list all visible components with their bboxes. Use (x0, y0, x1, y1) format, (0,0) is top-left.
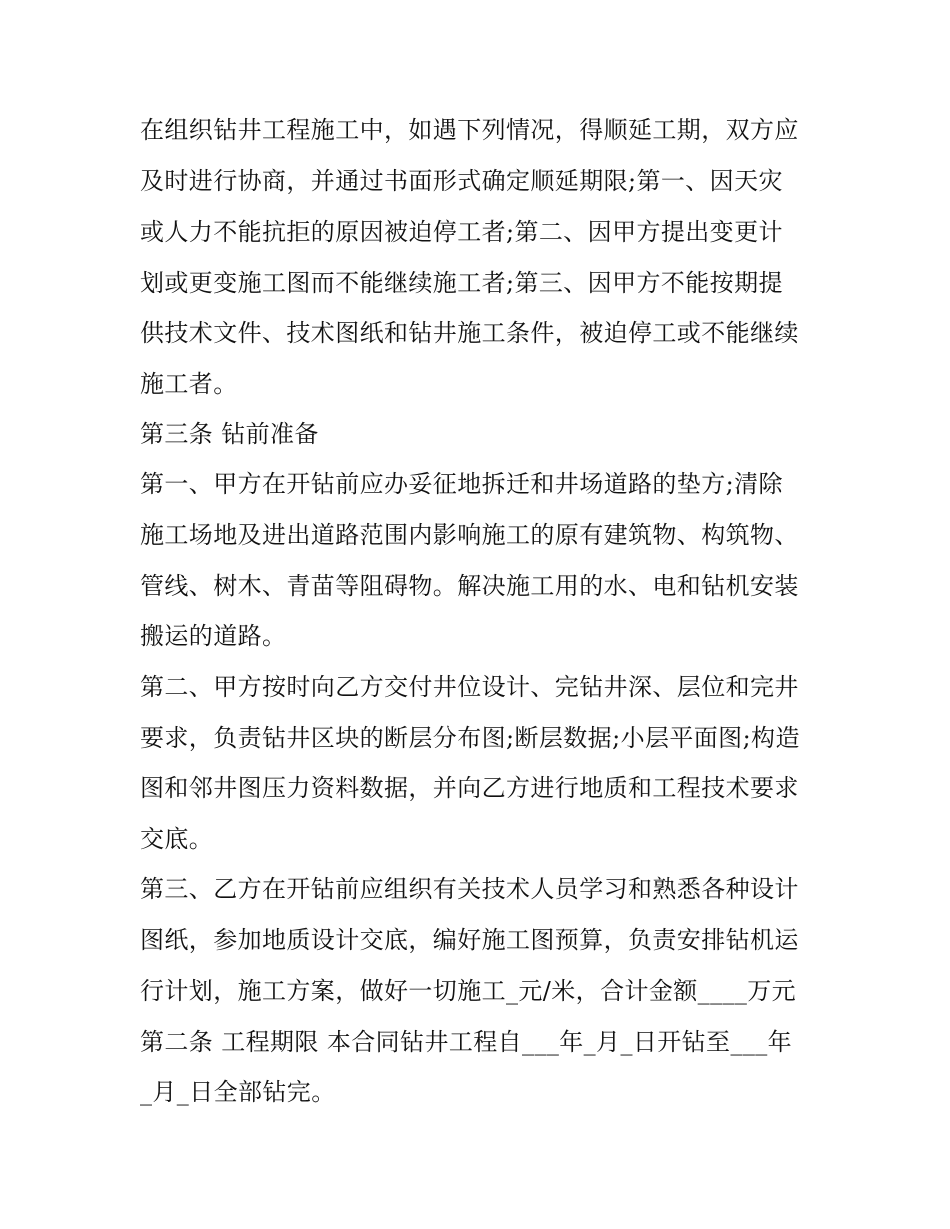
text-line: 施工者。 (140, 370, 238, 398)
text-line: 第一、甲方在开钻前应办妥征地拆迁和井场道路的垫方;清除 (140, 470, 783, 498)
text-line: 搬运的道路。 (140, 622, 287, 650)
text-line: 图和邻井图压力资料数据，并向乙方进行地质和工程技术要求 (140, 774, 799, 802)
section-heading: 第三条 钻前准备 (140, 420, 319, 448)
text-line: 第二条 工程期限 本合同钻井工程自___年_月_日开钻至___年 (140, 1028, 793, 1056)
text-line: 在组织钻井工程施工中，如遇下列情况，得顺延工期，双方应 (140, 116, 799, 144)
text-line: 管线、树木、青苗等阻碍物。解决施工用的水、电和钻机安装 (140, 572, 799, 600)
text-line: 交底。 (140, 825, 214, 853)
text-line: 供技术文件、技术图纸和钻井施工条件，被迫停工或不能继续 (140, 319, 799, 347)
text-line: 划或更变施工图而不能继续施工者;第三、因甲方不能按期提 (140, 269, 783, 297)
text-line: 第二、甲方按时向乙方交付井位设计、完钻井深、层位和完井 (140, 673, 799, 701)
text-line: 要求，负责钻井区块的断层分布图;断层数据;小层平面图;构造 (140, 724, 800, 752)
text-line: 施工场地及进出道路范围内影响施工的原有建筑物、构筑物、 (140, 521, 799, 549)
text-line: _月_日全部钻完。 (140, 1078, 336, 1106)
text-line: 及时进行协商，并通过书面形式确定顺延期限;第一、因天灾 (140, 167, 783, 195)
text-line: 或人力不能抗拒的原因被迫停工者;第二、因甲方提出变更计 (140, 218, 783, 246)
text-line: 第三、乙方在开钻前应组织有关技术人员学习和熟悉各种设计 (140, 875, 799, 903)
text-line: 图纸，参加地质设计交底，编好施工图预算，负责安排钻机运 (140, 926, 799, 954)
text-line: 行计划，施工方案，做好一切施工_元/米，合计金额____万元 (140, 977, 797, 1005)
